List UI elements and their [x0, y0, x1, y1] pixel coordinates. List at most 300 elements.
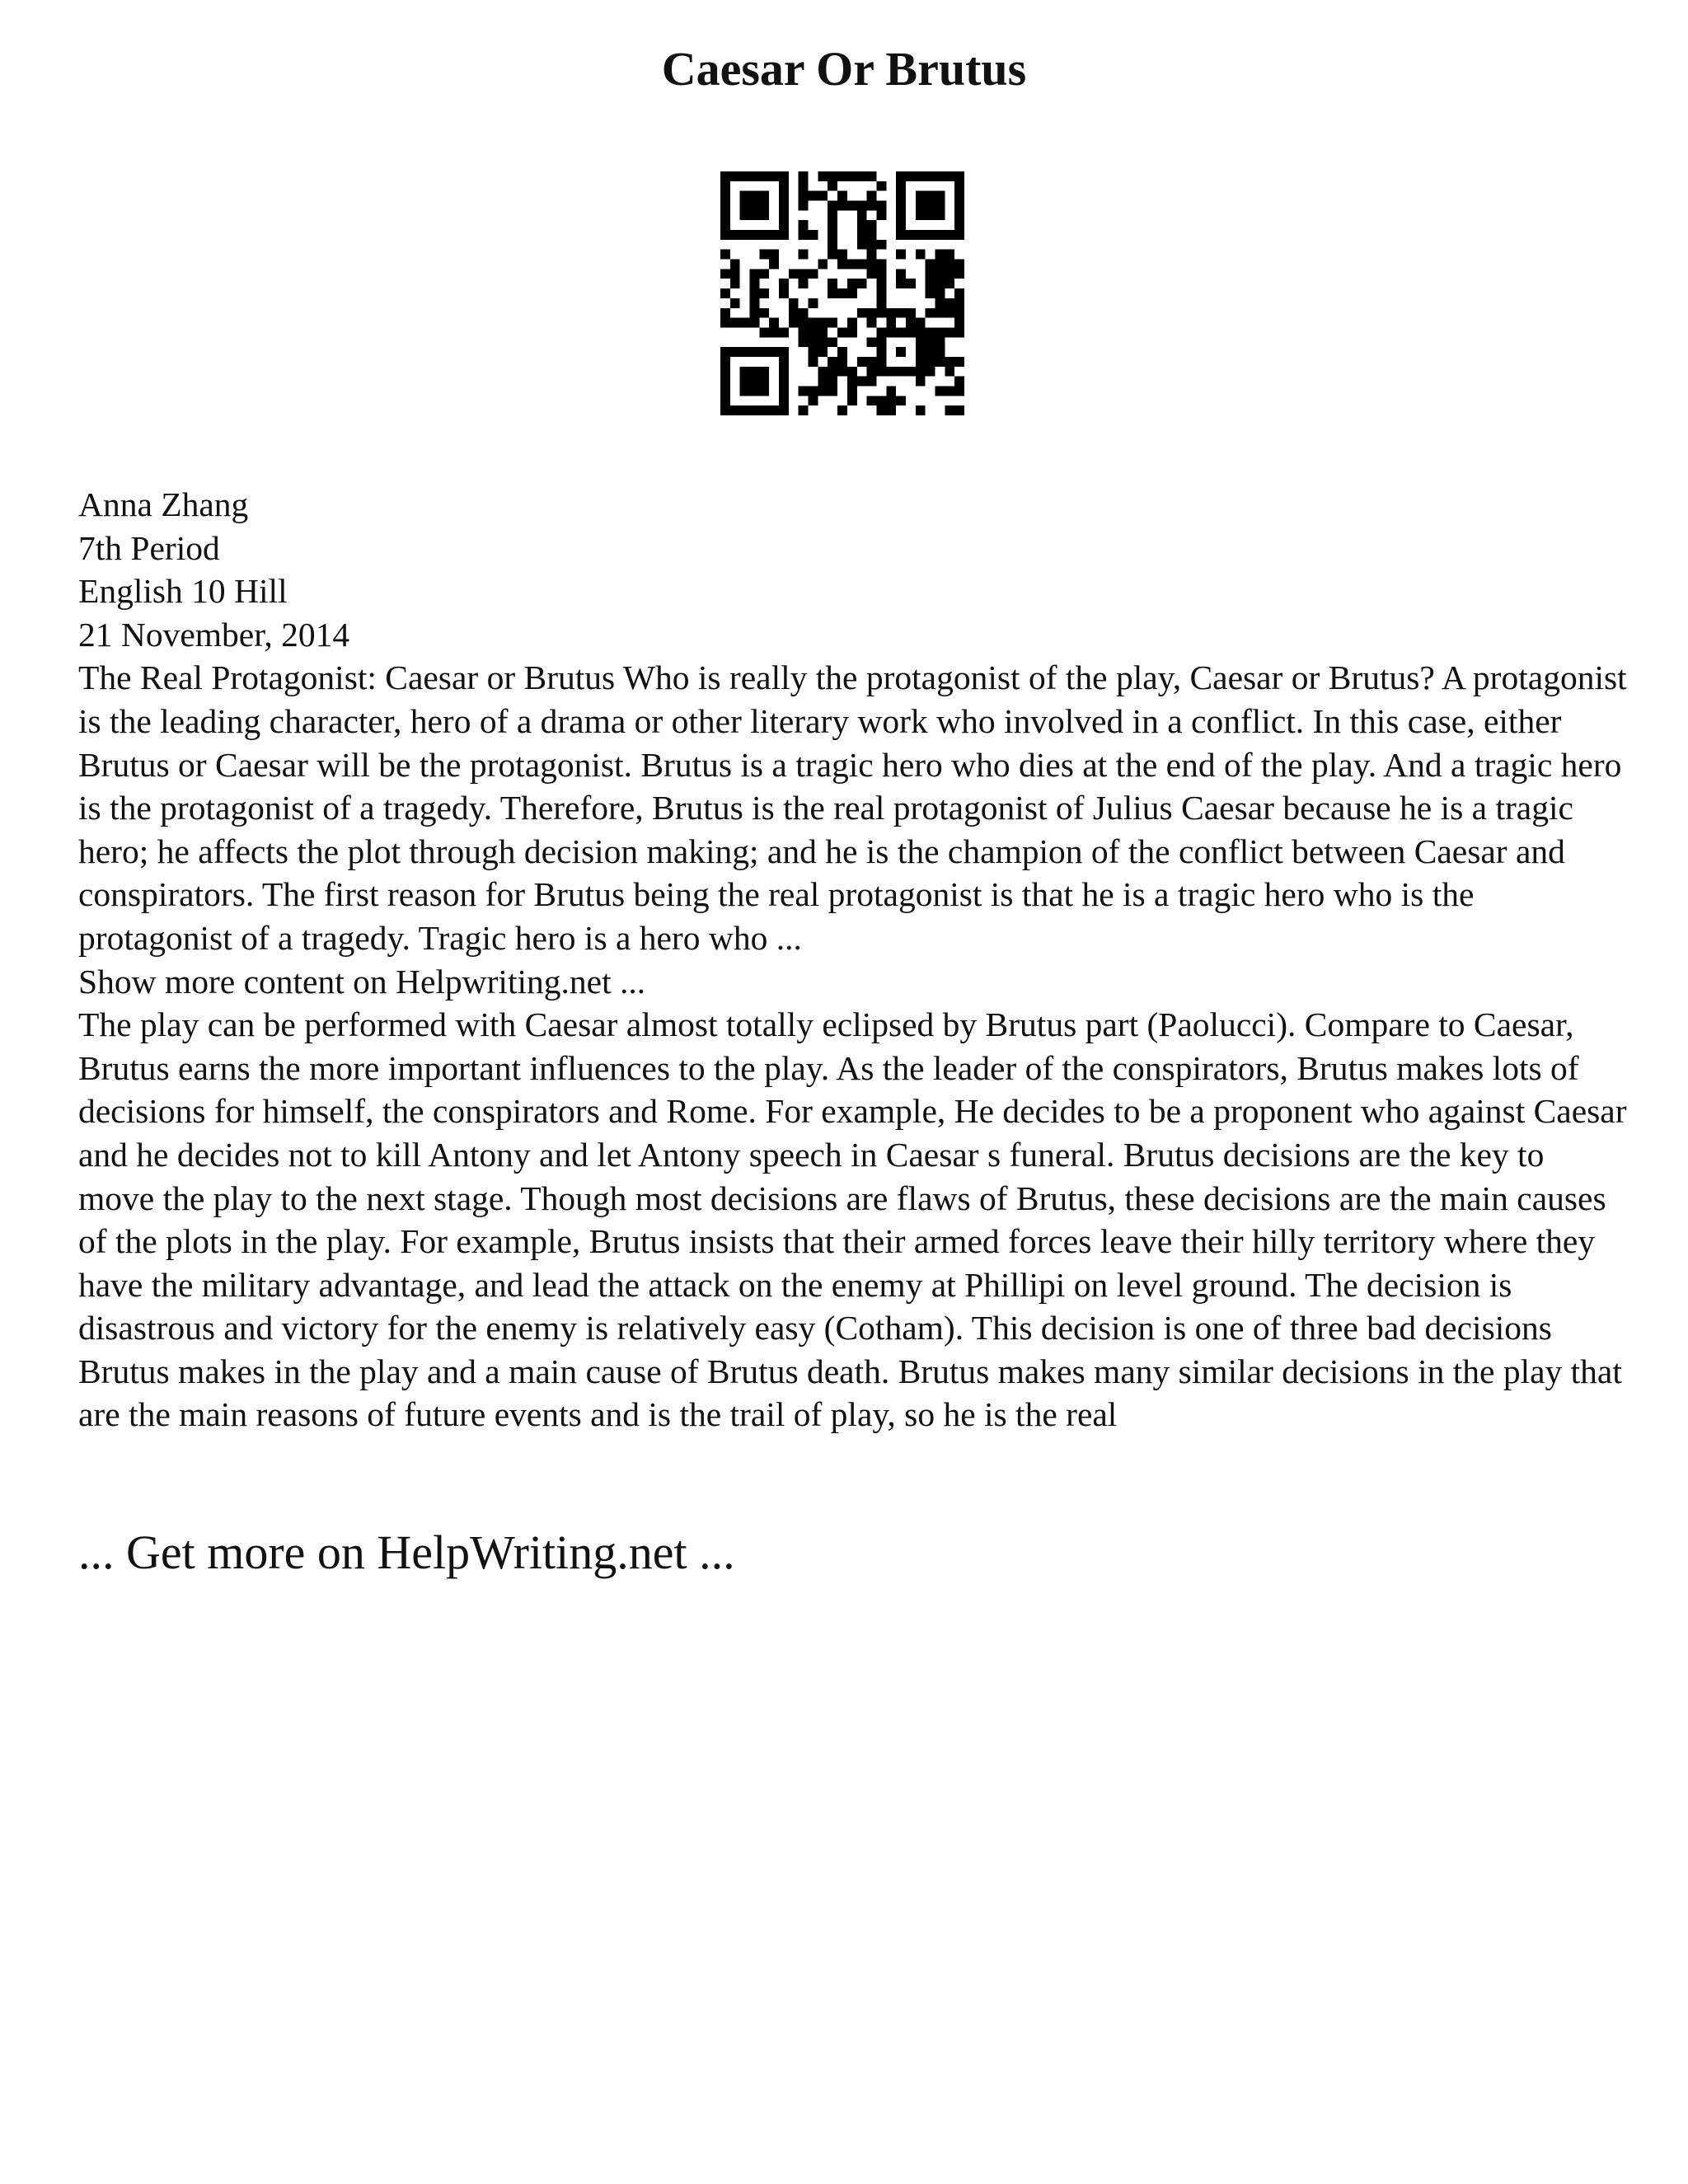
- qr-module: [935, 357, 945, 367]
- qr-module: [799, 279, 809, 288]
- qr-module: [828, 386, 837, 396]
- qr-module: [779, 367, 789, 377]
- qr-module: [828, 230, 837, 240]
- qr-module: [857, 260, 867, 269]
- qr-module: [926, 347, 935, 357]
- qr-module: [857, 220, 867, 230]
- qr-module: [789, 269, 799, 279]
- qr-module: [720, 220, 730, 230]
- qr-module: [954, 201, 964, 211]
- qr-module: [828, 250, 837, 260]
- get-more-link[interactable]: ... Get more on HelpWriting.net ...: [78, 1526, 735, 1579]
- qr-module: [926, 171, 935, 181]
- qr-module: [945, 405, 954, 415]
- qr-module: [857, 279, 867, 288]
- qr-module: [750, 288, 760, 298]
- qr-module: [730, 279, 740, 288]
- qr-module: [740, 171, 750, 181]
- qr-code-icon: [720, 171, 964, 415]
- qr-module: [818, 191, 828, 201]
- qr-module: [799, 269, 809, 279]
- qr-module: [926, 201, 935, 211]
- qr-module: [779, 327, 789, 337]
- qr-module: [809, 269, 818, 279]
- qr-module: [818, 171, 828, 181]
- page-title: Caesar Or Brutus: [661, 42, 1027, 96]
- qr-module: [935, 347, 945, 357]
- qr-module: [954, 298, 964, 308]
- qr-module: [926, 327, 935, 337]
- qr-module: [720, 396, 730, 405]
- qr-module: [720, 250, 730, 260]
- qr-module: [896, 347, 906, 357]
- qr-module: [906, 230, 916, 240]
- qr-module: [750, 201, 760, 211]
- qr-module: [916, 377, 926, 387]
- qr-module: [837, 327, 847, 337]
- qr-module: [945, 308, 954, 318]
- qr-module: [799, 201, 809, 211]
- qr-module: [867, 260, 877, 269]
- qr-module: [867, 367, 877, 377]
- qr-module: [789, 308, 799, 318]
- qr-module: [750, 298, 760, 308]
- qr-module: [876, 260, 886, 269]
- qr-module: [847, 171, 857, 181]
- qr-module: [896, 308, 906, 318]
- qr-module: [730, 347, 740, 357]
- qr-module: [750, 279, 760, 288]
- qr-module: [916, 210, 926, 220]
- qr-module: [857, 210, 867, 220]
- qr-module: [935, 210, 945, 220]
- qr-module: [720, 386, 730, 396]
- qr-module: [837, 367, 847, 377]
- qr-module: [857, 201, 867, 211]
- qr-module: [847, 386, 857, 396]
- qr-module: [935, 191, 945, 201]
- qr-module: [876, 337, 886, 347]
- qr-module: [809, 337, 818, 347]
- qr-module: [945, 357, 954, 367]
- qr-module: [867, 220, 877, 230]
- qr-module: [837, 250, 847, 260]
- qr-module: [759, 171, 769, 181]
- qr-module: [935, 288, 945, 298]
- qr-module: [779, 210, 789, 220]
- qr-module: [857, 230, 867, 240]
- qr-module: [857, 240, 867, 250]
- qr-module: [740, 347, 750, 357]
- qr-module: [935, 230, 945, 240]
- qr-module: [886, 308, 896, 318]
- qr-module: [720, 288, 730, 298]
- qr-module: [926, 357, 935, 367]
- qr-module: [818, 318, 828, 328]
- qr-module: [740, 191, 750, 201]
- qr-module: [769, 347, 779, 357]
- qr-module: [867, 308, 877, 318]
- qr-module: [906, 318, 916, 328]
- qr-module: [896, 269, 906, 279]
- qr-module: [779, 279, 789, 288]
- qr-module: [759, 308, 769, 318]
- qr-module: [867, 337, 877, 347]
- qr-module: [740, 318, 750, 328]
- qr-module: [867, 357, 877, 367]
- qr-module: [769, 318, 779, 328]
- qr-module: [916, 230, 926, 240]
- qr-module: [799, 405, 809, 415]
- qr-module: [847, 288, 857, 298]
- qr-module: [799, 191, 809, 201]
- qr-module: [779, 347, 789, 357]
- qr-module: [828, 318, 837, 328]
- qr-module: [926, 279, 935, 288]
- qr-module: [809, 191, 818, 201]
- qr-module: [954, 405, 964, 415]
- qr-module: [799, 250, 809, 260]
- qr-module: [867, 240, 877, 250]
- qr-module: [896, 191, 906, 201]
- qr-module: [759, 405, 769, 415]
- qr-module: [818, 327, 828, 337]
- qr-module: [876, 279, 886, 288]
- qr-module: [720, 318, 730, 328]
- qr-module: [759, 201, 769, 211]
- qr-module: [916, 191, 926, 201]
- qr-module: [954, 210, 964, 220]
- qr-module: [759, 386, 769, 396]
- qr-module: [740, 386, 750, 396]
- qr-module: [809, 230, 818, 240]
- qr-module: [730, 171, 740, 181]
- qr-module: [926, 308, 935, 318]
- qr-module: [945, 279, 954, 288]
- qr-module: [837, 191, 847, 201]
- qr-module: [896, 201, 906, 211]
- qr-module: [759, 250, 769, 260]
- period-line: 7th Period: [78, 528, 220, 567]
- qr-module: [906, 279, 916, 288]
- qr-module: [740, 201, 750, 211]
- qr-module: [750, 386, 760, 396]
- qr-module: [799, 337, 809, 347]
- qr-module: [779, 288, 789, 298]
- qr-module: [759, 327, 769, 337]
- qr-module: [769, 171, 779, 181]
- qr-module: [935, 279, 945, 288]
- qr-module: [720, 181, 730, 191]
- qr-module: [809, 347, 818, 357]
- qr-module: [720, 230, 730, 240]
- qr-module: [916, 327, 926, 337]
- qr-module: [876, 357, 886, 367]
- qr-module: [867, 396, 877, 405]
- qr-module: [720, 405, 730, 415]
- essay-paragraph-2: The play can be performed with Caesar almost totally eclipsed by Brutus part (Paolucci). Compare to Caesar, Brutus earns the more important influences to the play. As the leader of the conspirators, Brutus makes lots of decisions for himself, the conspirators and Rome. For example, He decides to be a proponent who against Caesar and he decides not to kill Antony and let Antony speech in Caesar s funeral. Brutus decisions are the key to move the play to the next stage. Though most decisions are flaws of Brutus, these decisions are the main causes of the plots in the play. For example, Brutus insists that their armed forces leave their hilly territory where they have the military advantage, and lead the attack on the enemy at Phillipi on level ground. The decision is disastrous and victory for the enemy is relatively easy (Cotham). This decision is one of three bad decisions Brutus makes in the play and a main cause of Brutus death. Brutus makes many similar decisions in the play that are the main reasons of future events and is the trail of play, so he is the real: [78, 1005, 1627, 1434]
- qr-module: [837, 260, 847, 269]
- qr-module: [926, 260, 935, 269]
- qr-module: [828, 357, 837, 367]
- show-more-link[interactable]: Show more content on Helpwriting.net ...: [78, 962, 646, 1001]
- qr-module: [828, 171, 837, 181]
- qr-module: [935, 171, 945, 181]
- qr-module: [954, 327, 964, 337]
- qr-module: [730, 269, 740, 279]
- qr-module: [809, 357, 818, 367]
- qr-module: [759, 288, 769, 298]
- qr-module: [954, 220, 964, 230]
- qr-module: [916, 201, 926, 211]
- qr-module: [857, 308, 867, 318]
- qr-module: [886, 318, 896, 328]
- qr-module: [916, 171, 926, 181]
- qr-module: [857, 377, 867, 387]
- qr-module: [954, 230, 964, 240]
- qr-module: [876, 308, 886, 318]
- qr-module: [867, 201, 877, 211]
- qr-module: [876, 367, 886, 377]
- qr-module: [759, 377, 769, 387]
- qr-module: [740, 405, 750, 415]
- qr-module: [945, 269, 954, 279]
- qr-module: [876, 201, 886, 211]
- qr-module: [750, 367, 760, 377]
- qr-module: [847, 327, 857, 337]
- qr-module: [779, 201, 789, 211]
- qr-module: [945, 171, 954, 181]
- qr-module: [926, 230, 935, 240]
- qr-module: [867, 230, 877, 240]
- qr-module: [954, 181, 964, 191]
- qr-module: [926, 210, 935, 220]
- qr-module: [730, 230, 740, 240]
- qr-module: [867, 377, 877, 387]
- qr-module: [867, 191, 877, 201]
- qr-module: [750, 171, 760, 181]
- qr-module: [779, 171, 789, 181]
- qr-module: [720, 347, 730, 357]
- qr-module: [916, 337, 926, 347]
- qr-module: [828, 367, 837, 377]
- qr-module: [818, 260, 828, 269]
- date-line: 21 November, 2014: [78, 615, 350, 654]
- qr-module: [750, 347, 760, 357]
- qr-module: [779, 386, 789, 396]
- qr-module: [750, 308, 760, 318]
- qr-module: [799, 181, 809, 191]
- qr-module: [720, 367, 730, 377]
- qr-module: [876, 396, 886, 405]
- qr-module: [906, 308, 916, 318]
- qr-module: [720, 201, 730, 211]
- qr-module: [896, 250, 906, 260]
- qr-module: [720, 171, 730, 181]
- qr-module: [847, 201, 857, 211]
- qr-module: [720, 191, 730, 201]
- qr-module: [857, 171, 867, 181]
- qr-module: [847, 377, 857, 387]
- qr-module: [828, 201, 837, 211]
- qr-module: [847, 367, 857, 377]
- qr-module: [828, 337, 837, 347]
- qr-module: [954, 357, 964, 367]
- qr-module: [896, 220, 906, 230]
- qr-module: [740, 210, 750, 220]
- qr-module: [779, 220, 789, 230]
- qr-module: [789, 318, 799, 328]
- qr-module: [769, 405, 779, 415]
- qr-module: [945, 298, 954, 308]
- qr-module: [837, 357, 847, 367]
- qr-module: [954, 386, 964, 396]
- qr-module: [828, 210, 837, 220]
- qr-module: [847, 260, 857, 269]
- qr-module: [886, 367, 896, 377]
- qr-module: [799, 308, 809, 318]
- qr-module: [954, 269, 964, 279]
- qr-module: [759, 230, 769, 240]
- qr-module: [759, 191, 769, 201]
- qr-module: [759, 367, 769, 377]
- qr-module: [867, 171, 877, 181]
- qr-module: [954, 171, 964, 181]
- qr-module: [828, 288, 837, 298]
- qr-module: [954, 318, 964, 328]
- qr-module: [818, 347, 828, 357]
- qr-module: [945, 230, 954, 240]
- qr-module: [730, 318, 740, 328]
- qr-module: [818, 337, 828, 347]
- qr-module: [730, 298, 740, 308]
- qr-module: [847, 318, 857, 328]
- qr-module: [926, 288, 935, 298]
- qr-module: [779, 405, 789, 415]
- essay-paragraph-1: The Real Protagonist: Caesar or Brutus Who is really the protagonist of the play, Caesar or Brutus? A protagonist is the leading character, hero of a drama or other literary work who involved in a conflict. In this case, either Brutus or Caesar will be the protagonist. Brutus is a tragic hero who dies at the end of the play. And a tragic hero is the protagonist of a tragedy. Therefore, Brutus is the real protagonist of Julius Caesar because he is a tragic hero; he affects the plot through decision making; and he is the champion of the conflict between Caesar and conspirators. The first reason for Brutus being the real protagonist is that he is a tragic hero who is the protagonist of a tragedy. Tragic hero is a hero who ...: [78, 658, 1627, 957]
- qr-module: [847, 396, 857, 405]
- qr-module: [876, 347, 886, 357]
- qr-module: [837, 288, 847, 298]
- qr-module: [916, 367, 926, 377]
- qr-module: [935, 327, 945, 337]
- qr-module: [896, 210, 906, 220]
- qr-module: [876, 405, 886, 415]
- qr-module: [896, 396, 906, 405]
- qr-module: [954, 260, 964, 269]
- qr-module: [779, 191, 789, 201]
- qr-module: [945, 260, 954, 269]
- qr-module: [945, 367, 954, 377]
- qr-module: [876, 240, 886, 250]
- qr-module: [906, 367, 916, 377]
- qr-module: [799, 327, 809, 337]
- class-line: English 10 Hill: [78, 572, 288, 611]
- qr-module: [847, 279, 857, 288]
- qr-module: [779, 230, 789, 240]
- qr-module: [886, 405, 896, 415]
- qr-module: [720, 269, 730, 279]
- qr-module: [867, 318, 877, 328]
- qr-module: [896, 327, 906, 337]
- qr-module: [916, 347, 926, 357]
- qr-module: [916, 318, 926, 328]
- qr-module: [750, 377, 760, 387]
- qr-module: [935, 269, 945, 279]
- qr-module: [799, 318, 809, 328]
- qr-module: [759, 210, 769, 220]
- qr-module: [809, 386, 818, 396]
- qr-module: [954, 308, 964, 318]
- qr-module: [779, 377, 789, 387]
- qr-module: [809, 396, 818, 405]
- qr-module: [769, 260, 779, 269]
- qr-module: [837, 201, 847, 211]
- qr-module: [935, 308, 945, 318]
- qr-module: [828, 181, 837, 191]
- qr-module: [837, 347, 847, 357]
- qr-module: [750, 318, 760, 328]
- qr-module: [926, 337, 935, 347]
- qr-module: [779, 396, 789, 405]
- qr-module: [954, 191, 964, 201]
- qr-module: [916, 250, 926, 260]
- qr-module: [886, 386, 896, 396]
- qr-module: [799, 386, 809, 396]
- qr-module: [926, 367, 935, 377]
- qr-module: [750, 405, 760, 415]
- qr-module: [926, 191, 935, 201]
- qr-module: [779, 181, 789, 191]
- qr-module: [769, 327, 779, 337]
- qr-module: [799, 171, 809, 181]
- qr-module: [935, 260, 945, 269]
- qr-module: [896, 181, 906, 191]
- qr-module: [876, 288, 886, 298]
- document-body: [78, 483, 1628, 1436]
- qr-module: [750, 191, 760, 201]
- qr-module: [876, 210, 886, 220]
- qr-module: [809, 298, 818, 308]
- qr-module: [926, 269, 935, 279]
- qr-module: [759, 269, 769, 279]
- qr-module: [740, 230, 750, 240]
- qr-module: [720, 210, 730, 220]
- qr-module: [750, 269, 760, 279]
- qr-module: [730, 405, 740, 415]
- qr-module: [886, 327, 896, 337]
- qr-module: [828, 279, 837, 288]
- qr-module: [876, 298, 886, 308]
- qr-module: [720, 357, 730, 367]
- qr-module: [837, 405, 847, 415]
- qr-module: [945, 386, 954, 396]
- qr-module: [896, 230, 906, 240]
- qr-module: [935, 386, 945, 396]
- qr-module: [720, 308, 730, 318]
- author-line: Anna Zhang: [78, 485, 249, 523]
- qr-module: [916, 405, 926, 415]
- qr-module: [789, 298, 799, 308]
- qr-module: [876, 327, 886, 337]
- qr-module: [809, 318, 818, 328]
- qr-module: [828, 220, 837, 230]
- qr-module: [896, 171, 906, 181]
- qr-module: [818, 377, 828, 387]
- qr-module: [954, 288, 964, 298]
- qr-module: [818, 367, 828, 377]
- qr-module: [837, 171, 847, 181]
